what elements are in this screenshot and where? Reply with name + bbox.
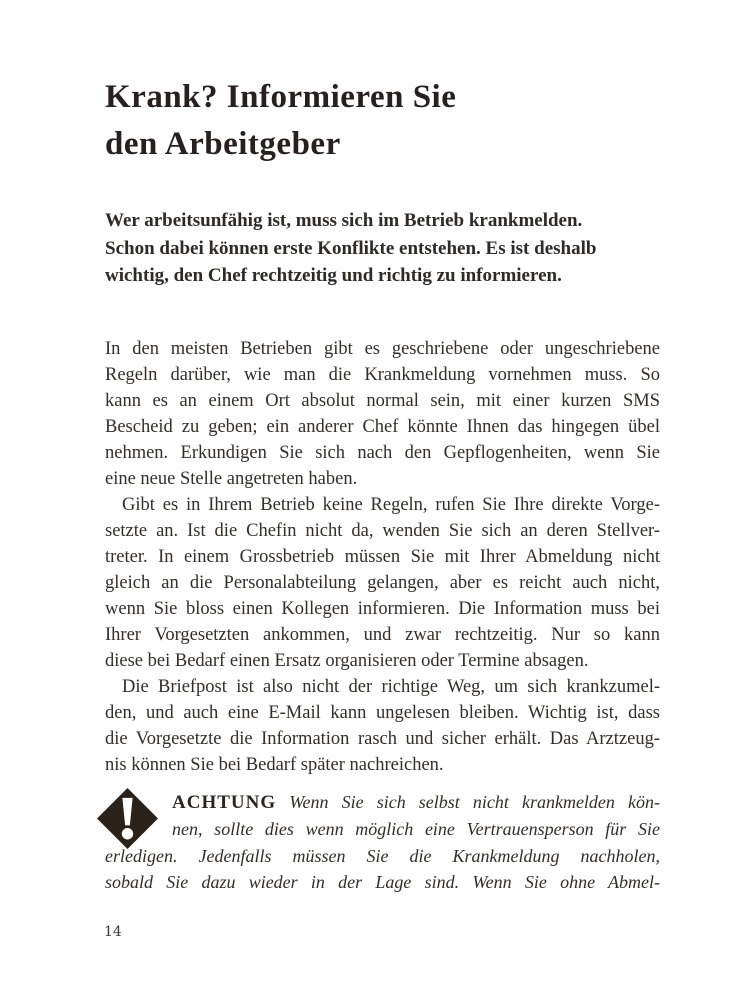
paragraph bbox=[105, 674, 660, 778]
text-line: nehmen. Erkundigen Sie sich nach den Gepflogenheiten, wenn Sie bbox=[105, 443, 660, 463]
text-line: eine neue Stelle angetreten haben. bbox=[105, 469, 358, 489]
page-number: 14 bbox=[104, 924, 122, 940]
text-line: setzte an. Ist die Chefin nicht da, wenden Sie sich an deren Stellver- bbox=[105, 521, 660, 541]
text-line: nen, sollte dies wenn möglich eine Vertrauensperson für Sie bbox=[172, 819, 660, 840]
text-line: Regeln darüber, wie man die Krankmeldung vornehmen muss. So bbox=[105, 365, 660, 385]
body-text bbox=[105, 336, 660, 778]
text-line: Die Briefpost ist also nicht der richtige Weg, um sich krankzumel- bbox=[122, 677, 660, 697]
text-line: Wer arbeitsunfähig ist, muss sich im Betrieb krankmelden. bbox=[105, 210, 583, 231]
page-title-line: Krank? Informieren Sie bbox=[105, 79, 457, 115]
text-line: Bescheid zu geben; ein anderer Chef könnte Ihnen das hingegen übel bbox=[105, 417, 660, 437]
text-line: kann es an einem Ort absolut normal sein, mit einer kurzen SMS bbox=[105, 391, 660, 411]
text-line: In den meisten Betrieben gibt es geschriebene oder ungeschriebene bbox=[105, 339, 660, 359]
text-line: wichtig, den Chef rechtzeitig und richtig zu informieren. bbox=[105, 265, 562, 286]
text-line: sobald Sie dazu wieder in der Lage sind. Wenn Sie ohne Abmel- bbox=[105, 871, 660, 892]
text-line: Schon dabei können erste Konflikte entstehen. Es ist deshalb bbox=[105, 237, 597, 259]
warning-label: ACHTUNG bbox=[172, 792, 277, 813]
paragraph bbox=[105, 336, 660, 492]
paragraph bbox=[105, 492, 660, 674]
lede-paragraph bbox=[105, 207, 660, 290]
text-line: die Vorgesetzte die Information rasch und sicher erhält. Das Arztzeug- bbox=[105, 729, 660, 749]
text-line: treter. In einem Grossbetrieb müssen Sie mit Ihrer Abmeldung nicht bbox=[105, 547, 660, 567]
warning-block bbox=[105, 789, 660, 895]
text-line: nis können Sie bei Bedarf später nachreichen. bbox=[105, 755, 444, 775]
page-title-line: den Arbeitgeber bbox=[105, 126, 341, 162]
text-line: wenn Sie bloss einen Kollegen informieren. Die Information muss bei bbox=[105, 599, 660, 619]
text-line: diese bei Bedarf einen Ersatz organisieren oder Termine absagen. bbox=[105, 651, 589, 671]
text-line: erledigen. Jedenfalls müssen Sie die Krankmeldung nachholen, bbox=[105, 845, 660, 866]
warning-first-line bbox=[105, 789, 660, 816]
text-line: Gibt es in Ihrem Betrieb keine Regeln, rufen Sie Ihre direkte Vorge- bbox=[122, 495, 660, 515]
text-line: gleich an die Personalabteilung gelangen, aber es reicht auch nicht, bbox=[105, 573, 660, 593]
text-line: Ihrer Vorgesetzten ankommen, und zwar rechtzeitig. Nur so kann bbox=[105, 625, 660, 645]
text-line: den, und auch eine E-Mail kann ungelesen bleiben. Wichtig ist, dass bbox=[105, 703, 660, 723]
page-title bbox=[105, 74, 660, 168]
warning-first-line-text: Wenn Sie sich selbst nicht krankmelden kön- bbox=[276, 792, 660, 812]
warning-text bbox=[105, 816, 660, 895]
